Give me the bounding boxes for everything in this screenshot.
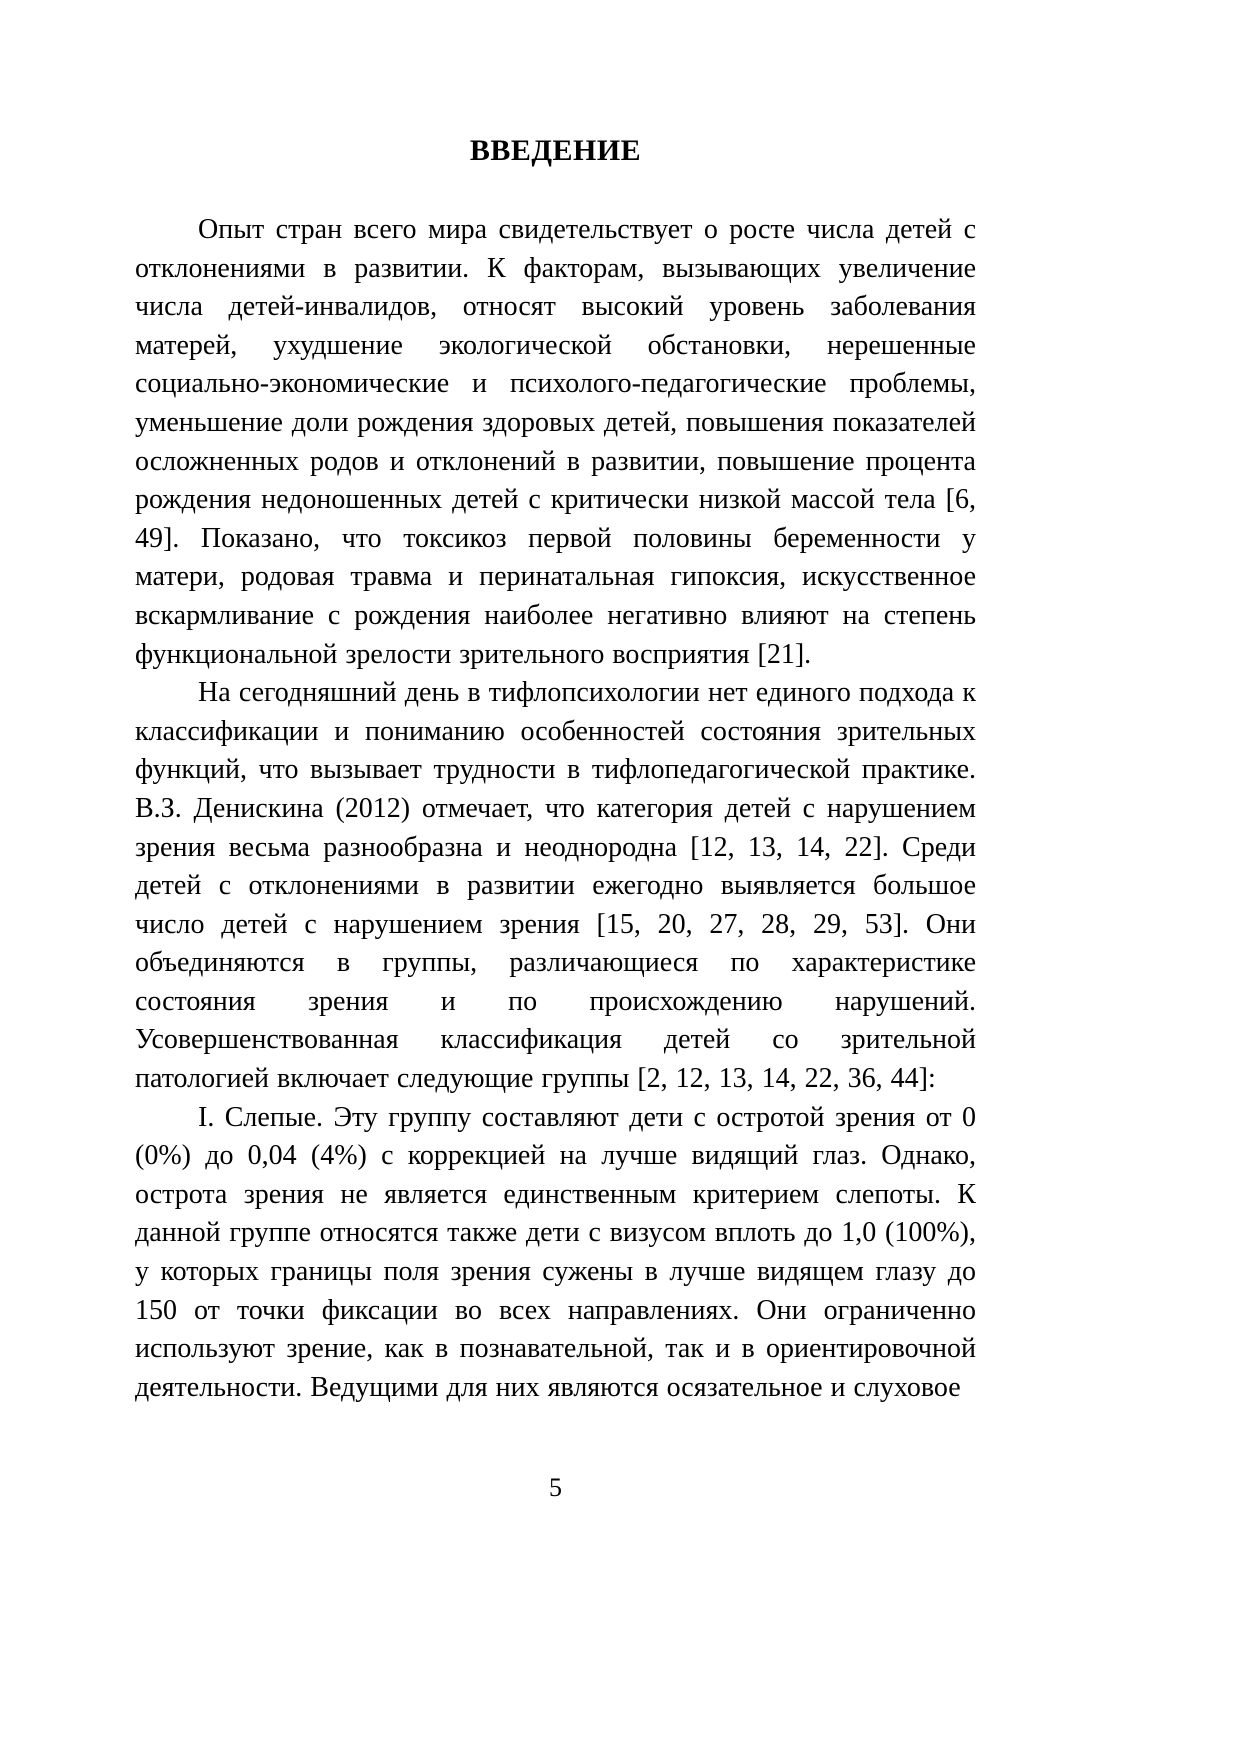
section-title: ВВЕДЕНИЕ [469, 134, 642, 167]
paragraph: Опыт стран всего мира свидетельствует о росте числа детей с отклонениями в развитии. К факторам, вызывающих увеличение числа детей-инвалидов, относят высокий уровень заболевания матерей, ухудшение экологической обстановки, нерешенные социально-экономические и психолого-педагогические проблемы, уменьшение доли рождения здоровых детей, повышения показателей осложненных родов и отклонений в развитии, повышение процента рождения недоношенных детей с критически низкой массой тела [6, 49]. Показано, что токсикоз первой половины беременности у матери, родовая травма и перинатальная гипоксия, искусственное вскармливание с рождения наиболее негативно влияют на степень функциональной зрелости зрительного восприятия [21]. [135, 214, 976, 670]
paragraph: На сегодняшний день в тифлопсихологии нет единого подхода к классификации и пониманию особенностей состояния зрительных функций, что вызывает трудности в тифлопедагогической практике. В.З. Денискина (2012) отмечает, что категория детей с нарушением зрения весьма разнообразна и неоднородна [12, 13, 14, 22]. Среди детей с отклонениями в развитии ежегодно выявляется большое число детей с нарушением зрения [15, 20, 27, 28, 29, 53]. Они объединяются в группы, различающиеся по характеристике состояния зрения и по происхождению нарушений. Усовершенствованная классификация детей со зрительной патологией включает следующие группы [2, 12, 13, 14, 22, 36, 44]: [135, 677, 976, 1095]
page-number: 5 [549, 1473, 562, 1502]
page-content [135, 131, 976, 1407]
paragraph: I. Слепые. Эту группу составляют дети с остротой зрения от 0 (0%) до 0,04 (4%) с коррекцией на лучше видящий глаз. Однако, острота зрения не является единственным критерием слепоты. К данной группе относятся также дети с визусом вплоть до 1,0 (100%), у которых границы поля зрения сужены в лучше видящем глазу до 150 от точки фиксации во всех направлениях. Они ограниченно используют зрение, как в познавательной, так и в ориентировочной деятельности. Ведущими для них являются осязательное и слуховое [135, 1101, 976, 1403]
